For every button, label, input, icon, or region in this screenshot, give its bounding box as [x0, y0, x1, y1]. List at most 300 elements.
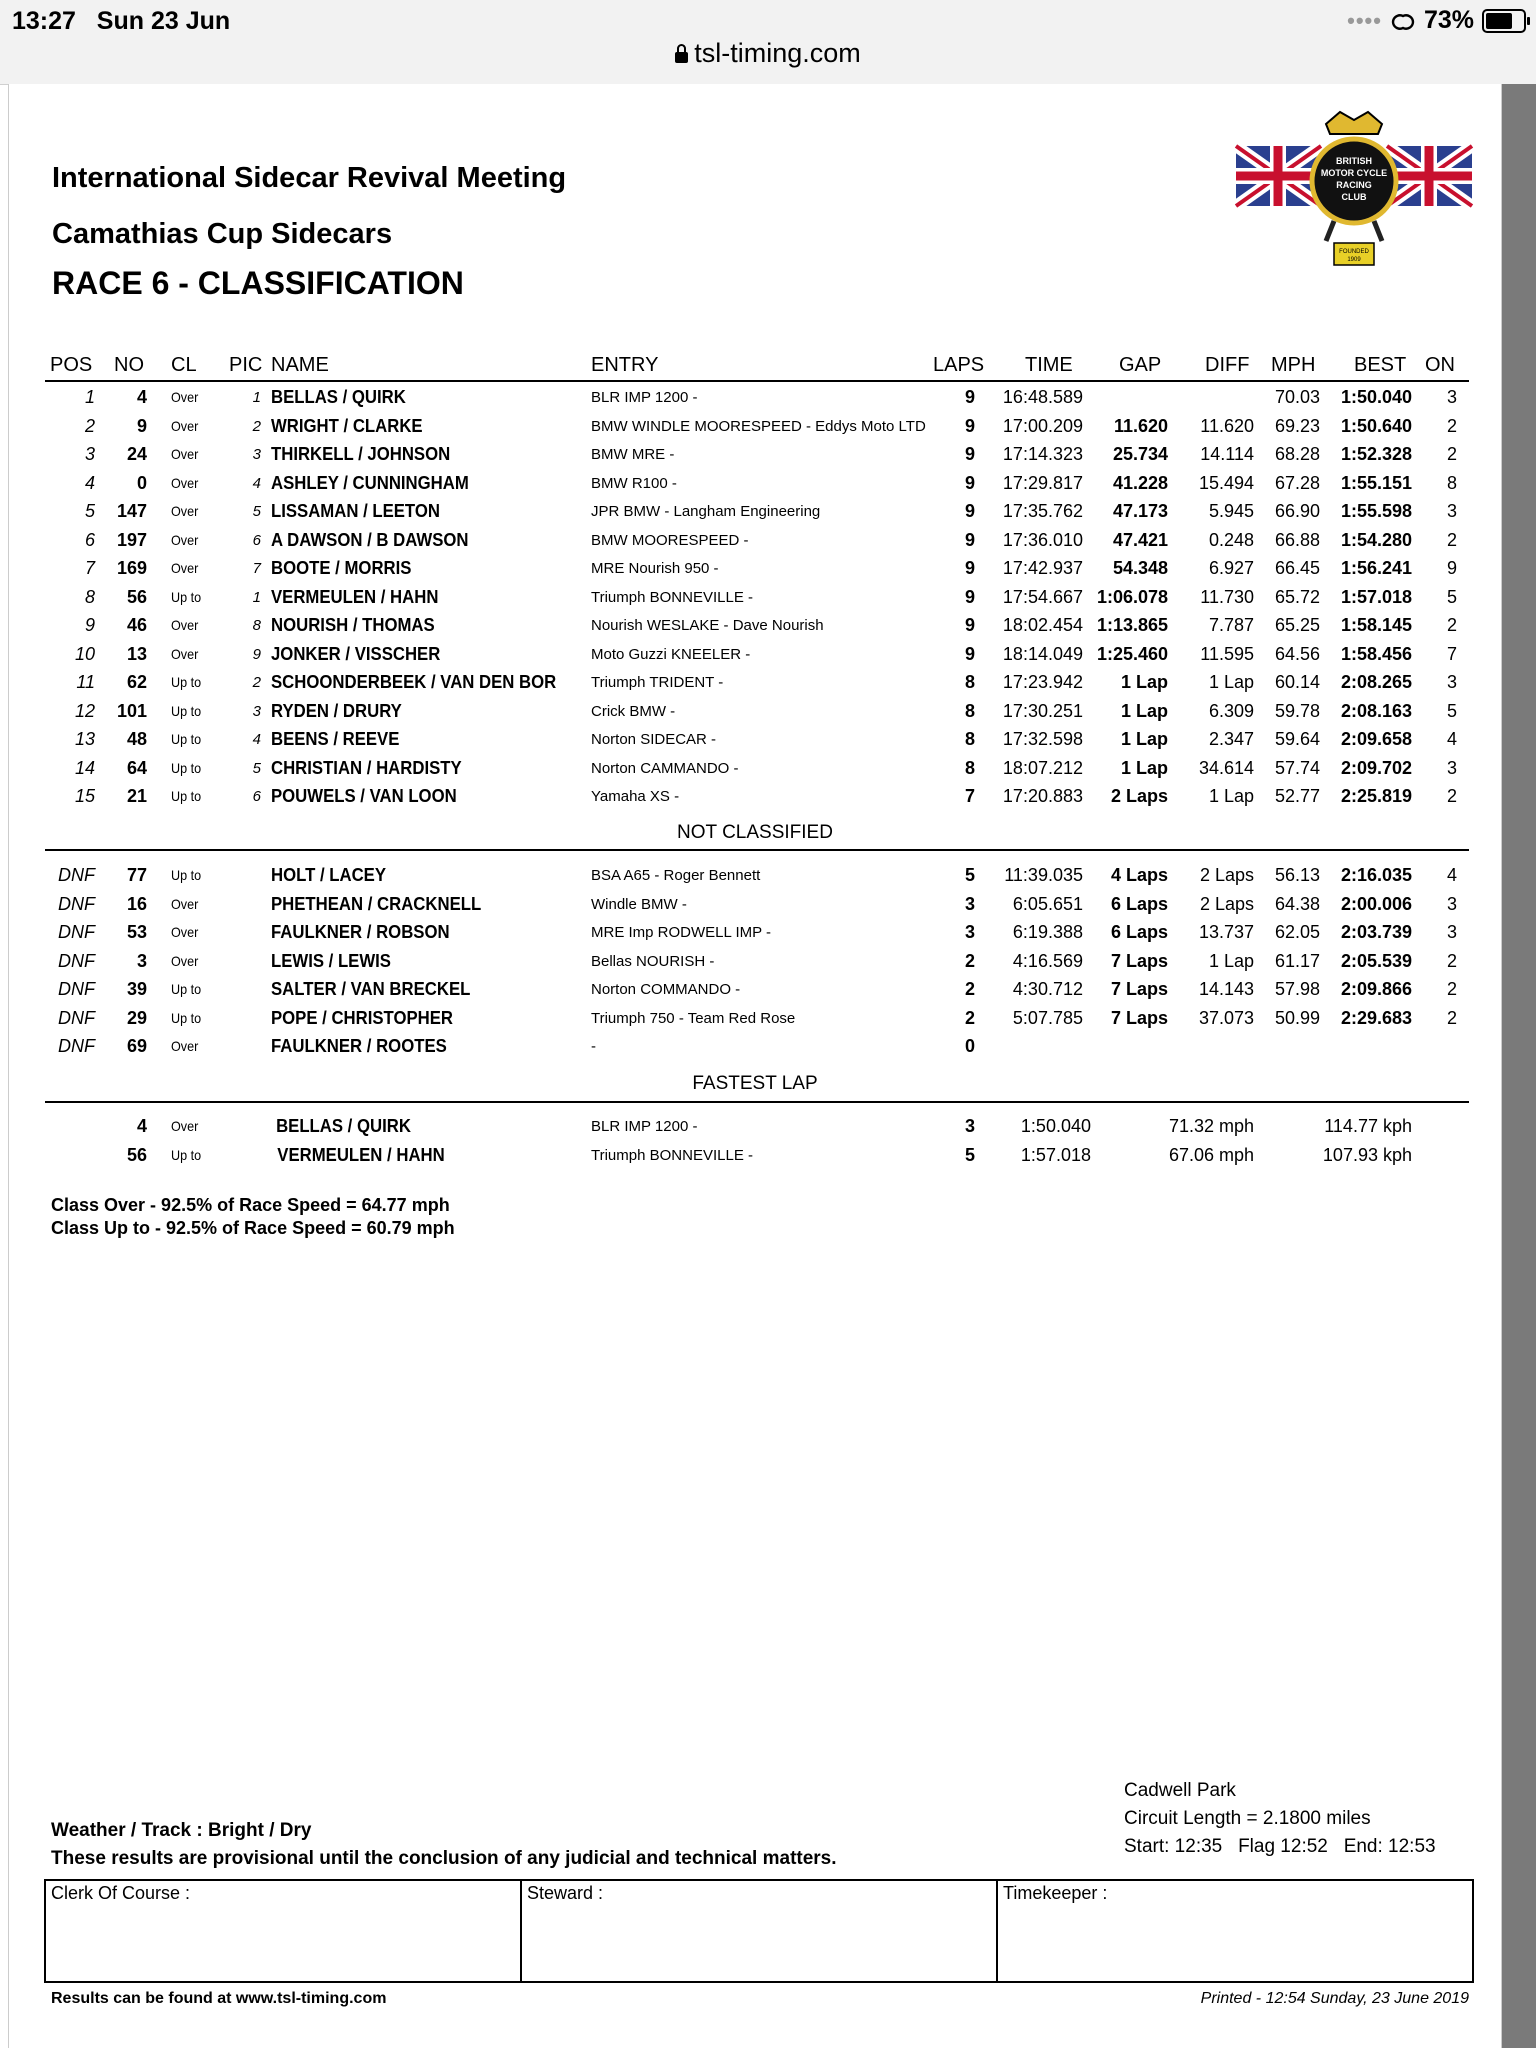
- cell-cl: Over: [171, 417, 199, 434]
- date: Sun 23 Jun: [96, 7, 231, 35]
- cell-best: 2:29.683: [1340, 1007, 1412, 1028]
- cell-cl: Up to: [171, 759, 202, 776]
- race-title: RACE 6 - CLASSIFICATION: [52, 265, 464, 301]
- cell-cl: Up to: [171, 731, 202, 747]
- cell-name: POPE / CHRISTOPHER: [271, 1007, 454, 1028]
- cell-mph: 66.45: [1274, 558, 1320, 578]
- header-on: ON: [1425, 354, 1455, 376]
- cell-no: 21: [126, 786, 147, 806]
- cell-diff: 11.620: [1200, 415, 1254, 436]
- cell-entry: Crick BMW -: [591, 702, 676, 720]
- cell-name: PHETHEAN / CRACKNELL: [271, 893, 482, 914]
- cell-no: 13: [126, 643, 147, 664]
- cell-gap: 7 Laps: [1110, 979, 1168, 999]
- cell-mph: 59.78: [1274, 700, 1320, 721]
- cell-time: 17:29.817: [1002, 472, 1083, 493]
- cell-time: 17:30.251: [1002, 700, 1083, 721]
- cell-name: ASHLEY / CUNNINGHAM: [271, 472, 469, 493]
- scroll-gutter: [1502, 84, 1536, 2048]
- cell-time: 6:05.651: [1012, 893, 1083, 914]
- cell-best: 2:05.539: [1340, 950, 1412, 971]
- cell-gap: 25.734: [1112, 444, 1168, 464]
- cell-no: 48: [126, 729, 147, 749]
- cell-best: 1:54.280: [1340, 529, 1412, 550]
- cell-on: 2: [1446, 529, 1457, 550]
- address-bar[interactable]: [0, 38, 1536, 69]
- cell-pic: 1: [252, 588, 261, 606]
- cell-mph: 57.98: [1274, 979, 1320, 999]
- cell-pic: 9: [252, 645, 261, 663]
- cell-laps: 7: [964, 786, 975, 806]
- event-title: Camathias Cup Sidecars: [52, 218, 393, 250]
- cell-on: 3: [1446, 893, 1457, 914]
- cell-diff: 1 Lap: [1208, 950, 1254, 971]
- cell-gap: 41.228: [1112, 472, 1168, 493]
- not-classified-title: NOT CLASSIFIED: [677, 822, 833, 843]
- cell-on: 2: [1446, 979, 1457, 999]
- cell-pos: 5: [84, 501, 95, 521]
- cell-pic: 1: [252, 389, 261, 406]
- cell-diff: 2.347: [1208, 729, 1254, 749]
- cell-time: 6:19.388: [1012, 922, 1083, 942]
- cell-laps: 3: [964, 893, 975, 914]
- cell-no: 77: [126, 865, 147, 885]
- cell-pos: 1: [84, 387, 95, 407]
- cell-mph: 71.32 mph: [1168, 1116, 1254, 1136]
- cell-cl: Over: [171, 531, 199, 548]
- cell-mph: 67.28: [1274, 472, 1320, 493]
- cell-pos: 7: [84, 558, 95, 578]
- meeting-title: International Sidecar Revival Meeting: [52, 162, 567, 194]
- cell-no: 0: [136, 472, 147, 493]
- cell-cl: Over: [171, 503, 199, 519]
- cell-entry: BSA A65 - Roger Bennett: [591, 867, 761, 884]
- cell-name: BELLAS / QUIRK: [276, 1116, 411, 1136]
- cell-diff: 2 Laps: [1199, 893, 1254, 914]
- cell-mph: 66.90: [1274, 501, 1320, 521]
- header-diff: DIFF: [1205, 354, 1250, 376]
- lock-icon: [675, 52, 688, 63]
- cell-cl: Up to: [171, 788, 202, 804]
- cell-cl: Over: [171, 474, 199, 491]
- wifi-link-icon: [1390, 10, 1416, 32]
- cell-mph: 64.38: [1274, 893, 1320, 914]
- race-times: Start: 12:35 Flag 12:52 End: 12:53: [1124, 1836, 1436, 1857]
- cell-gap: 7 Laps: [1110, 950, 1168, 971]
- cell-laps: 9: [964, 387, 975, 407]
- cell-best: 1:55.151: [1340, 472, 1412, 493]
- cell-no: 69: [126, 1036, 147, 1056]
- not-classified-rule: [45, 849, 1469, 851]
- cell-entry: Nourish WESLAKE - Dave Nourish: [591, 617, 824, 634]
- cell-time: 17:35.762: [1002, 501, 1083, 521]
- cell-no: 147: [116, 501, 147, 521]
- cell-pos: DNF: [58, 1036, 95, 1056]
- cell-gap: 54.348: [1112, 558, 1168, 578]
- cell-laps: 9: [964, 586, 975, 607]
- cell-name: NOURISH / THOMAS: [271, 615, 435, 635]
- cell-time: 17:23.942: [1002, 672, 1083, 692]
- status-time: [12, 7, 230, 36]
- cell-mph: 62.05: [1274, 922, 1320, 942]
- cell-laps: 9: [964, 501, 975, 521]
- cell-name: JONKER / VISSCHER: [271, 643, 441, 664]
- svg-text:BRITISH: BRITISH: [1336, 156, 1372, 166]
- cell-best: 1:55.598: [1340, 501, 1412, 521]
- cell-entry: BLR IMP 1200 -: [591, 389, 698, 406]
- cell-mph: 60.14: [1274, 672, 1320, 692]
- cell-no: 9: [136, 415, 147, 436]
- clerk-of-course-field: Clerk Of Course :: [46, 1881, 522, 1981]
- cell-name: HOLT / LACEY: [271, 865, 387, 885]
- cell-mph: 66.88: [1274, 529, 1320, 550]
- cell-pos: 4: [84, 472, 95, 493]
- bmcrc-logo-icon: [1234, 106, 1474, 276]
- clock: 13:27: [12, 7, 76, 35]
- cell-pos: 8: [84, 586, 95, 607]
- cell-on: 2: [1446, 415, 1457, 436]
- cell-diff: 34.614: [1198, 757, 1254, 778]
- cell-on: 2: [1446, 950, 1457, 971]
- cell-cl: Over: [171, 645, 199, 662]
- cell-no: 4: [136, 387, 147, 407]
- cell-diff: 0.248: [1208, 529, 1254, 550]
- results-url-note[interactable]: Results can be found at www.tsl-timing.com: [51, 1990, 387, 2007]
- cell-on: 5: [1446, 700, 1457, 721]
- cell-kph: 114.77 kph: [1324, 1116, 1412, 1136]
- cell-time: 1:57.018: [1020, 1144, 1091, 1165]
- cell-mph: 52.77: [1274, 786, 1320, 806]
- header-pic: PIC: [229, 354, 263, 376]
- cell-gap: 1:25.460: [1096, 643, 1168, 664]
- cell-name: LISSAMAN / LEETON: [271, 501, 440, 521]
- cell-best: 2:09.702: [1340, 757, 1412, 778]
- cell-name: FAULKNER / ROOTES: [271, 1036, 447, 1056]
- cell-laps: 9: [964, 444, 975, 464]
- cell-name: CHRISTIAN / HARDISTY: [271, 757, 462, 778]
- cell-name: LEWIS / LEWIS: [271, 950, 391, 971]
- cell-entry: BLR IMP 1200 -: [591, 1118, 698, 1135]
- cell-cl: Over: [171, 446, 199, 462]
- cell-mph: 68.28: [1274, 444, 1320, 464]
- cell-entry: Bellas NOURISH -: [591, 952, 715, 970]
- multitask-dots-icon: ••••: [1347, 7, 1382, 33]
- cell-mph: 69.23: [1274, 415, 1320, 436]
- cell-on: 2: [1446, 1007, 1457, 1028]
- cell-mph: 57.74: [1274, 757, 1320, 778]
- svg-text:1909: 1909: [1347, 257, 1361, 263]
- cell-name: SCHOONDERBEEK / VAN DEN BOR: [271, 672, 557, 692]
- cell-laps: 9: [964, 643, 975, 664]
- cell-entry: BMW MRE -: [591, 446, 675, 463]
- cell-diff: 1 Lap: [1208, 786, 1254, 806]
- cell-entry: JPR BMW - Langham Engineering: [591, 503, 821, 520]
- cell-no: 64: [126, 757, 147, 778]
- header-laps: LAPS: [933, 354, 985, 376]
- cell-best: 1:58.456: [1340, 643, 1412, 664]
- cell-time: 17:20.883: [1002, 786, 1083, 806]
- cell-pos: 9: [84, 615, 95, 635]
- cell-mph: 70.03: [1274, 387, 1320, 407]
- cell-name: BEENS / REEVE: [271, 729, 400, 749]
- weather-track: Weather / Track : Bright / Dry: [51, 1820, 312, 1841]
- cell-no: 169: [116, 558, 147, 578]
- cell-best: 2:09.866: [1340, 979, 1412, 999]
- header-rule: [45, 380, 1469, 382]
- cell-name: VERMEULEN / HAHN: [277, 1144, 445, 1165]
- cell-diff: 14.114: [1200, 444, 1254, 464]
- cell-entry: BMW MOORESPEED -: [591, 531, 749, 549]
- cell-cl: Up to: [171, 1009, 202, 1026]
- status-bar: [0, 0, 1536, 85]
- cell-gap: 6 Laps: [1110, 922, 1168, 942]
- cell-cl: Over: [171, 617, 199, 633]
- cell-time: 17:00.209: [1002, 415, 1083, 436]
- cell-cl: Up to: [171, 867, 202, 883]
- cell-best: 1:57.018: [1340, 586, 1412, 607]
- cell-pic: 7: [252, 560, 261, 577]
- header-entry: ENTRY: [591, 354, 659, 376]
- cell-on: 3: [1446, 922, 1457, 942]
- cell-on: 7: [1446, 643, 1457, 664]
- cell-mph: 65.25: [1274, 615, 1320, 635]
- cell-mph: 64.56: [1274, 643, 1320, 664]
- cell-time: 17:14.323: [1002, 444, 1083, 464]
- cell-pic: 6: [252, 788, 261, 805]
- battery-percent: 73%: [1423, 6, 1474, 34]
- cell-no: 56: [126, 586, 147, 607]
- cell-time: 4:16.569: [1012, 950, 1083, 971]
- cell-name: BELLAS / QUIRK: [271, 387, 406, 407]
- cell-gap: 47.421: [1112, 529, 1168, 550]
- cell-laps: 9: [964, 415, 975, 436]
- cell-no: 39: [126, 979, 147, 999]
- cell-entry: Norton CAMMANDO -: [591, 759, 739, 777]
- cell-laps: 0: [964, 1036, 975, 1056]
- cell-no: 53: [126, 922, 147, 942]
- cell-pos: 14: [74, 757, 95, 778]
- cell-pic: 5: [252, 503, 261, 520]
- cell-on: 3: [1446, 757, 1457, 778]
- cell-entry: Triumph 750 - Team Red Rose: [591, 1009, 796, 1027]
- cell-name: WRIGHT / CLARKE: [271, 415, 423, 436]
- cell-on: 2: [1446, 786, 1457, 806]
- cell-on: 4: [1446, 865, 1457, 885]
- cell-cl: Up to: [171, 1146, 202, 1163]
- signature-box: [44, 1879, 1474, 1983]
- cell-best: 2:16.035: [1340, 865, 1412, 885]
- cell-pos: DNF: [58, 865, 95, 885]
- cell-laps: 8: [964, 700, 975, 721]
- cell-entry: Windle BMW -: [591, 895, 687, 913]
- cell-time: 18:02.454: [1002, 615, 1083, 635]
- cell-pos: 6: [84, 529, 95, 550]
- cell-name: BOOTE / MORRIS: [271, 558, 412, 578]
- cell-cl: Over: [171, 389, 199, 405]
- cell-gap: 1:13.865: [1096, 615, 1168, 635]
- url-text[interactable]: tsl-timing.com: [694, 38, 861, 68]
- cell-pic: 2: [252, 674, 261, 691]
- cell-no: 29: [126, 1007, 147, 1028]
- cell-on: 9: [1446, 558, 1457, 578]
- cell-laps: 2: [964, 979, 975, 999]
- cell-laps: 3: [964, 922, 975, 942]
- header-name: NAME: [271, 354, 329, 376]
- cell-gap: 11.620: [1113, 415, 1168, 436]
- cell-laps: 8: [964, 672, 975, 692]
- cell-best: 1:50.040: [1340, 387, 1412, 407]
- cell-laps: 9: [964, 615, 975, 635]
- steward-field: Steward :: [522, 1881, 998, 1981]
- cell-diff: 15.494: [1198, 472, 1254, 493]
- union-flag-right-icon: [1387, 146, 1472, 206]
- cell-no: 101: [116, 700, 147, 721]
- cell-gap: 6 Laps: [1110, 893, 1168, 914]
- union-flag-left-icon: [1236, 146, 1321, 206]
- cell-time: 11:39.035: [1004, 865, 1083, 885]
- cell-pic: 4: [252, 474, 261, 492]
- cell-laps: 2: [964, 1007, 975, 1028]
- cell-name: FAULKNER / ROBSON: [271, 922, 450, 942]
- cell-pos: DNF: [58, 922, 95, 942]
- cell-time: 1:50.040: [1020, 1116, 1091, 1136]
- cell-pic: 6: [252, 531, 261, 549]
- cell-gap: 1:06.078: [1096, 586, 1168, 607]
- cell-entry: Norton COMMANDO -: [591, 981, 741, 998]
- results-document: [8, 84, 1502, 2048]
- cell-on: 4: [1446, 729, 1457, 749]
- cell-on: 3: [1446, 672, 1457, 692]
- cell-cl: Over: [171, 1118, 199, 1134]
- cell-diff: 13.737: [1198, 922, 1254, 942]
- cell-no: 46: [126, 615, 147, 635]
- cell-gap: 1 Lap: [1120, 700, 1168, 721]
- cell-time: 17:32.598: [1002, 729, 1083, 749]
- cell-pos: DNF: [58, 979, 95, 999]
- cell-cl: Up to: [171, 702, 202, 719]
- cell-gap: 1 Lap: [1120, 729, 1168, 749]
- cell-gap: 1 Lap: [1120, 672, 1168, 692]
- cell-diff: 6.927: [1208, 558, 1254, 578]
- cell-cl: Over: [171, 1038, 199, 1054]
- cell-name: A DAWSON / B DAWSON: [271, 529, 469, 550]
- cell-entry: BMW R100 -: [591, 474, 677, 492]
- cell-diff: 2 Laps: [1199, 865, 1254, 885]
- svg-text:MOTOR CYCLE: MOTOR CYCLE: [1320, 168, 1388, 178]
- cell-name: SALTER / VAN BRECKEL: [271, 979, 471, 999]
- cell-lap: 5: [964, 1144, 975, 1165]
- cell-diff: 14.143: [1198, 979, 1254, 999]
- cell-time: 17:36.010: [1002, 529, 1083, 550]
- cell-mph: 56.13: [1274, 865, 1320, 885]
- cell-no: 24: [126, 444, 147, 464]
- cell-pic: 5: [252, 759, 261, 777]
- cell-gap: 47.173: [1112, 501, 1168, 521]
- header-best: BEST: [1354, 354, 1407, 376]
- cell-diff: 6.309: [1208, 700, 1254, 721]
- cell-best: 2:00.006: [1340, 893, 1412, 914]
- header-cl: CL: [171, 354, 197, 376]
- header-time: TIME: [1025, 354, 1073, 376]
- cell-entry: Yamaha XS -: [591, 788, 680, 805]
- cell-cl: Over: [171, 895, 199, 912]
- cell-no: 56: [126, 1144, 147, 1165]
- cell-best: 2:03.739: [1340, 922, 1412, 942]
- cell-pic: 2: [252, 417, 261, 435]
- provisional-note: These results are provisional until the conclusion of any judicial and technical matters.: [51, 1848, 837, 1869]
- cell-mph: 67.06 mph: [1168, 1144, 1254, 1165]
- cell-no: 16: [126, 893, 147, 914]
- cell-entry: Moto Guzzi KNEELER -: [591, 645, 751, 663]
- cell-no: 62: [126, 672, 147, 692]
- cell-pic: 3: [252, 446, 261, 463]
- cell-on: 5: [1446, 586, 1457, 607]
- cell-entry: Triumph BONNEVILLE -: [591, 1146, 753, 1164]
- cell-time: 4:30.712: [1012, 979, 1083, 999]
- cell-pos: 15: [74, 786, 95, 806]
- cell-best: 1:56.241: [1340, 558, 1412, 578]
- cell-laps: 8: [964, 729, 975, 749]
- cell-diff: 11.730: [1200, 586, 1254, 607]
- cell-best: 2:08.163: [1340, 700, 1412, 721]
- cell-gap: 4 Laps: [1110, 865, 1168, 885]
- cell-mph: 61.17: [1274, 950, 1320, 971]
- cell-laps: 9: [964, 558, 975, 578]
- cell-kph: 107.93 kph: [1322, 1144, 1412, 1165]
- cell-time: 17:54.667: [1002, 586, 1083, 607]
- cell-name: RYDEN / DRURY: [271, 700, 402, 721]
- svg-text:CLUB: CLUB: [1341, 192, 1367, 202]
- cell-entry: BMW WINDLE MOORESPEED - Eddys Moto LTD: [591, 417, 926, 435]
- cell-pos: 10: [74, 643, 95, 664]
- cell-pic: 4: [252, 731, 261, 748]
- cell-pos: 3: [84, 444, 95, 464]
- cell-entry: -: [591, 1038, 596, 1055]
- cell-cl: Over: [171, 924, 199, 940]
- cell-pic: 3: [252, 702, 261, 720]
- svg-text:FOUNDED: FOUNDED: [1339, 249, 1369, 255]
- cell-name: POUWELS / VAN LOON: [271, 786, 457, 806]
- cell-cl: Up to: [171, 981, 202, 997]
- cell-entry: Norton SIDECAR -: [591, 731, 717, 748]
- cell-best: 2:25.819: [1340, 786, 1412, 806]
- cell-pos: 13: [74, 729, 95, 749]
- cell-laps: 9: [964, 529, 975, 550]
- cell-diff: 5.945: [1208, 501, 1254, 521]
- cell-lap: 3: [964, 1116, 975, 1136]
- header-mph: MPH: [1271, 354, 1316, 376]
- cell-laps: 8: [964, 757, 975, 778]
- cell-pos: 12: [74, 700, 95, 721]
- header-gap: GAP: [1119, 354, 1162, 376]
- cell-gap: 1 Lap: [1120, 757, 1168, 778]
- cell-name: VERMEULEN / HAHN: [271, 586, 439, 607]
- cell-cl: Up to: [171, 674, 202, 690]
- cell-entry: Triumph TRIDENT -: [591, 674, 724, 691]
- printed-timestamp: Printed - 12:54 Sunday, 23 June 2019: [1200, 1990, 1469, 2007]
- cell-cl: Over: [171, 560, 199, 576]
- venue-name: Cadwell Park: [1124, 1780, 1236, 1801]
- cell-entry: MRE Nourish 950 -: [591, 560, 719, 577]
- cell-gap: 2 Laps: [1110, 786, 1168, 806]
- svg-text:RACING: RACING: [1336, 180, 1372, 190]
- cell-gap: 7 Laps: [1110, 1007, 1168, 1028]
- cell-diff: 1 Lap: [1208, 672, 1254, 692]
- header-pos: POS: [50, 354, 93, 376]
- cell-mph: 50.99: [1274, 1007, 1320, 1028]
- circuit-length: Circuit Length = 2.1800 miles: [1124, 1808, 1371, 1829]
- cell-time: 18:14.049: [1002, 643, 1083, 664]
